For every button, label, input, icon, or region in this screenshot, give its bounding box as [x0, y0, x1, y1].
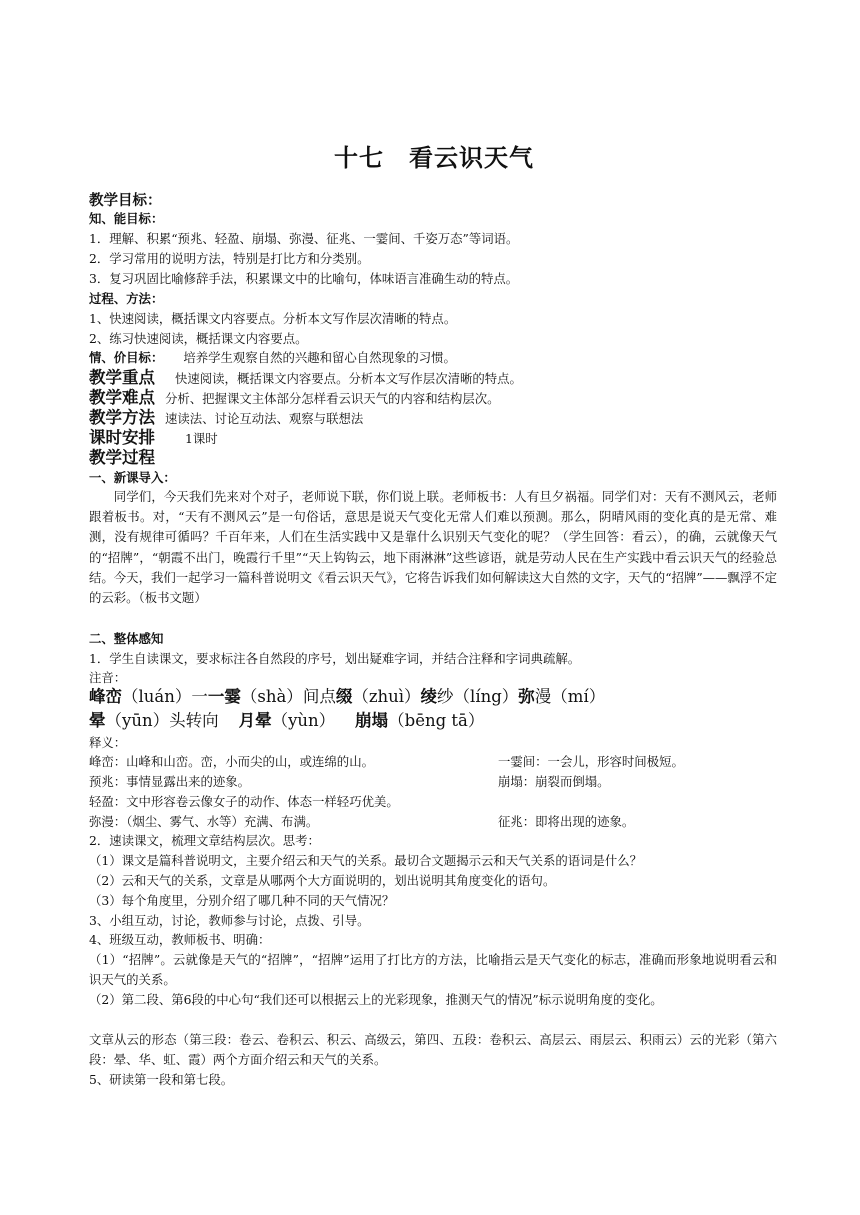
pinyin-word: 绫 — [420, 687, 438, 706]
method-label: 教学方法 — [89, 408, 155, 427]
pinyin-reading: （zhuì） — [352, 687, 421, 706]
gloss-row — [89, 812, 318, 832]
emotion-goal — [89, 348, 456, 368]
question-2: （2）云和天气的关系，文章是从哪两个大方面说明的，划出说明其角度变化的语句。 — [89, 873, 556, 888]
emotion-text: 培养学生观察自然的兴趣和留心自然现象的习惯。 — [183, 350, 456, 365]
focus-row — [89, 368, 522, 389]
pinyin-reading: （luán） — [122, 687, 192, 706]
pinyin-line-1: 峰峦（luán）一一霎（shà）间点缀（zhuì）绫纱（líng）弥漫（mí） — [89, 687, 606, 706]
overview-step-3: 3、小组互动，讨论，教师参与讨论，点拨、引导。 — [89, 913, 370, 928]
pinyin-word: 间点 — [302, 687, 336, 706]
pinyin-word: 峰峦 — [89, 687, 122, 706]
overview-step-1: 1．学生自读课文，要求标注各自然段的序号，划出疑难字词，并结合注释和字词典疏解。 — [89, 651, 581, 666]
pinyin-word: 月晕 — [238, 711, 272, 730]
gloss-item: 峰峦：山峰和山峦。峦，小而尖的山，或连绵的山。 — [89, 754, 374, 769]
pinyin-label: 注音： — [89, 670, 127, 685]
gloss-row — [89, 792, 399, 812]
schedule-label: 课时安排 — [89, 428, 155, 447]
pinyin-word: 弥 — [518, 687, 535, 706]
answer-1: （1）“招牌”。云就像是天气的“招牌”，“招牌”运用了打比方的方法，比喻指云是天气变化的标志，准确而形象地说明看云和识天气的关系。 — [89, 952, 777, 988]
focus-label: 教学重点 — [89, 368, 155, 387]
pinyin-word: 一霎 — [207, 687, 241, 706]
knowledge-heading: 知、能目标： — [89, 211, 164, 226]
knowledge-item-2: 2．学习常用的说明方法，特别是打比方和分类别。 — [89, 251, 370, 266]
overview-step-2: 2．速读课文，梳理文章结构层次。思考： — [89, 833, 320, 848]
pinyin-word: 晕 — [89, 711, 106, 730]
question-3: （3）每个角度里，分别介绍了哪几种不同的天气情况？ — [89, 893, 395, 908]
intro-heading: 一、新课导入： — [89, 470, 176, 485]
method-row — [89, 408, 363, 429]
process-heading: 过程、方法： — [89, 291, 164, 306]
intro-paragraph: 同学们，今天我们先来对个对子，老师说下联，你们说上联。老师板书：人有旦夕祸福。同学们对：天有不测风云，老师跟着板书。对，“天有不测风云”是一句俗话，意思是说天气变化无常人们难以预测。那么，阴晴风雨的变化真的是无常、难测，没有规律可循吗？千百年来，人们在生活实践中又是靠什么识别天气变化的呢？（学生回答：看云），的确，云就像天气的“招牌”，“朝霞不出门，晚霞行千里”“天上钩钩云，地下雨淋淋”这些谚语，就是劳动人民在生产实践中看云识天气的经验总结。今天，我们一起学习一篇科普说明文《看云识天气》，它将告诉我们如何解读这大自然的文字，天气的“招牌”——飘浮不定的云彩。（板书文题） — [89, 489, 777, 606]
gloss-row — [89, 772, 250, 792]
pinyin-word: 缀 — [335, 687, 353, 706]
question-1: （1）课文是篇科普说明文，主要介绍云和天气的关系。最切合文题揭示云和天气关系的语词是什么？ — [89, 853, 643, 868]
overview-step-4: 4、班级互动，教师板书、明确： — [89, 932, 271, 947]
pinyin-word: 崩塌 — [355, 711, 389, 730]
answer-2: （2）第二段、第6段的中心句“我们还可以根据云上的光彩现象，推测天气的情况”标示说明角度的变化。 — [89, 992, 663, 1007]
gloss-item: 一霎间：一会儿，形容时间极短。 — [498, 754, 684, 769]
gloss-item: 征兆：即将出现的迹象。 — [498, 814, 635, 829]
difficulty-label: 教学难点 — [89, 388, 155, 407]
process-label: 教学过程 — [89, 448, 155, 467]
schedule-row — [89, 428, 218, 449]
gloss-item: 崩塌：崩裂而倒塌。 — [498, 774, 610, 789]
method-text: 速读法、讨论互动法、观察与联想法 — [165, 411, 364, 426]
answer-3: 文章从云的形态（第三段：卷云、卷积云、积云、高级云，第四、五段：卷积云、高层云、雨层云、积雨云）云的光彩（第六段：晕、华、虹、霞）两个方面介绍云和天气的关系。 — [89, 1032, 777, 1068]
overview-step-5: 5、研读第一段和第七段。 — [89, 1072, 234, 1087]
pinyin-reading: （bēng tā） — [388, 711, 485, 730]
difficulty-text: 分析、把握课文主体部分怎样看云识天气的内容和结构层次。 — [165, 391, 500, 406]
pinyin-line-2 — [89, 709, 484, 734]
pinyin-reading: 漫（mí） — [534, 687, 606, 706]
gloss-label: 释义： — [89, 735, 127, 750]
process-item-2: 2、练习快速阅读，概括课文内容要点。 — [89, 331, 308, 346]
pinyin-reading: 纱（líng） — [437, 687, 519, 706]
knowledge-item-3: 3．复习巩固比喻修辞手法，积累课文中的比喻句，体味语言准确生动的特点。 — [89, 271, 519, 286]
pinyin-reading: （shà） — [240, 687, 303, 706]
goals-heading: 教学目标： — [89, 192, 162, 209]
process-item-1: 1、快速阅读，概括课文内容要点。分析本文写作层次清晰的特点。 — [89, 311, 457, 326]
gloss-item: 轻盈：文中形容卷云像女子的动作、体态一样轻巧优美。 — [89, 794, 399, 809]
lesson-title: 十七 看云识天气 — [334, 143, 534, 172]
gloss-item: 弥漫：（烟尘、雾气、水等）充满、布满。 — [89, 814, 319, 829]
gloss-row — [89, 752, 374, 772]
knowledge-item-1: 1．理解、积累“预兆、轻盈、崩塌、弥漫、征兆、一霎间、千姿万态”等词语。 — [89, 231, 519, 246]
pinyin-reading: （yùn） — [271, 711, 336, 730]
focus-text: 快速阅读，概括课文内容要点。分析本文写作层次清晰的特点。 — [175, 371, 522, 386]
gloss-item: 预兆：事情显露出来的迹象。 — [89, 774, 251, 789]
overview-heading: 二、整体感知 — [89, 631, 164, 646]
difficulty-row — [89, 388, 500, 409]
emotion-label: 情、价目标： — [89, 350, 164, 365]
pinyin-reading: （yūn）头转向 — [105, 711, 219, 730]
schedule-text: 1课时 — [185, 431, 218, 446]
